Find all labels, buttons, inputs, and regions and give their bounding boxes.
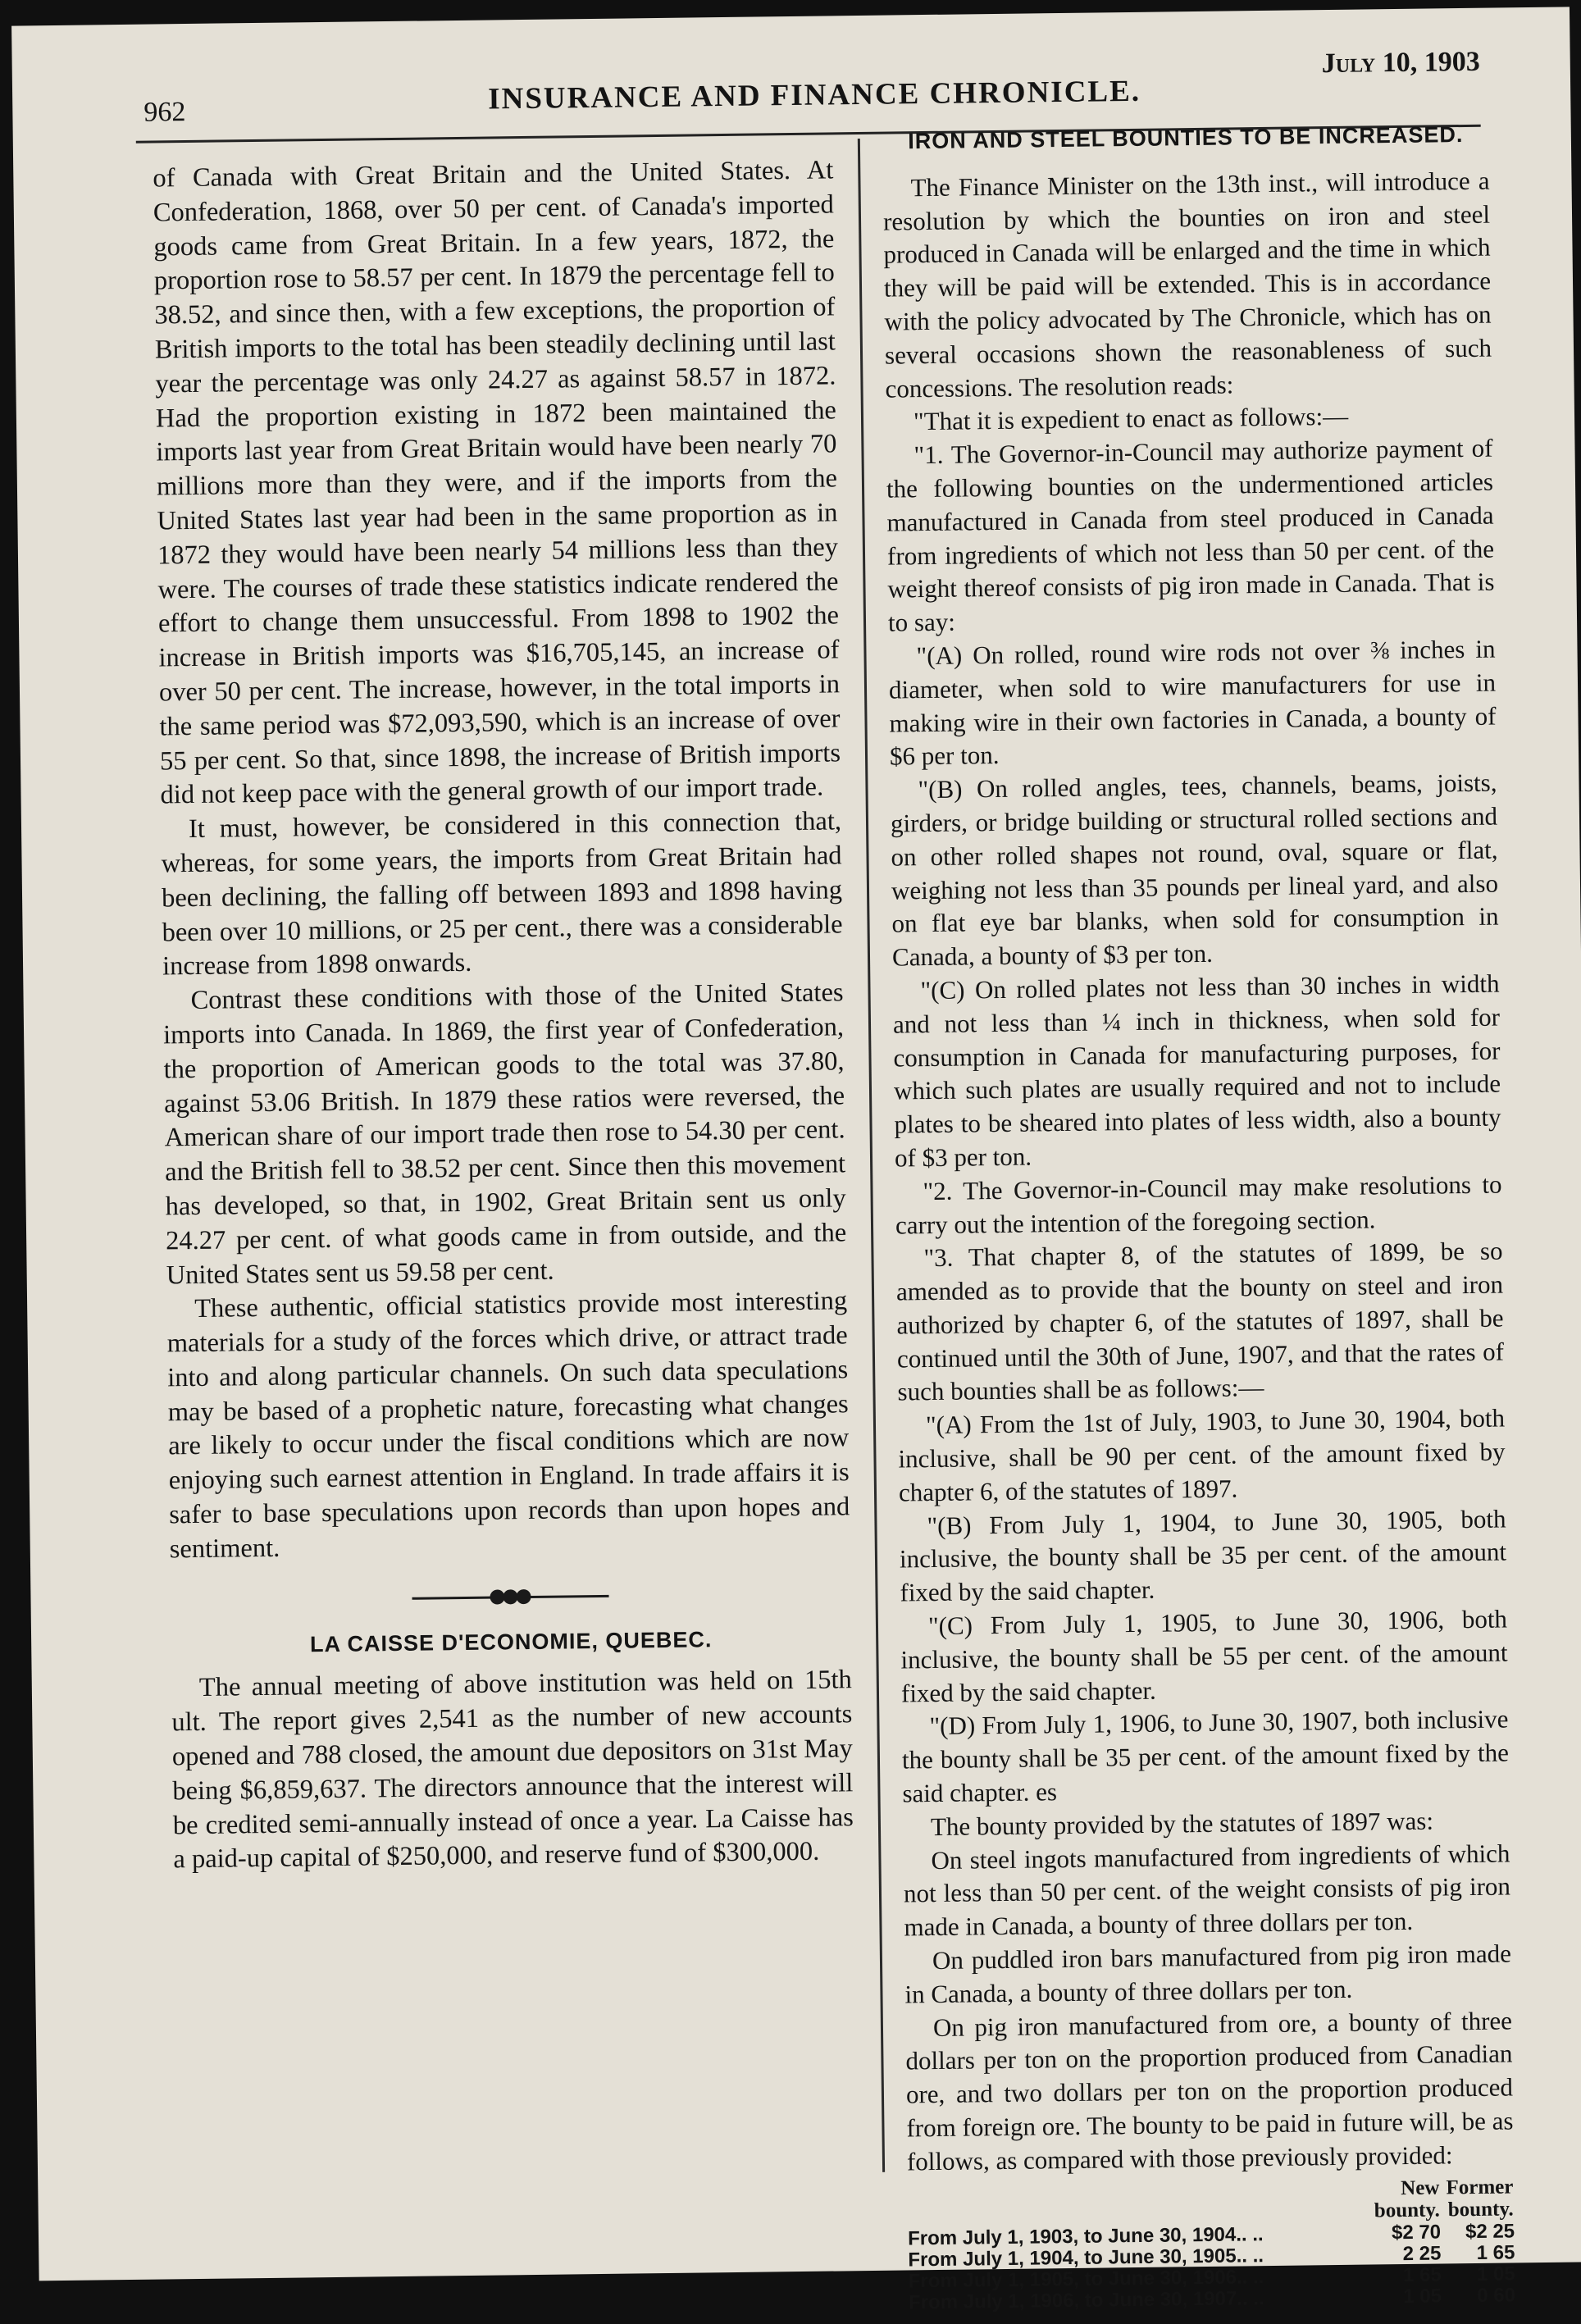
bounty-table xyxy=(907,2175,1515,2313)
header-new: New bounty. xyxy=(1374,2176,1440,2222)
header-former: Former bounty. xyxy=(1446,2176,1514,2221)
issue-date: July 10, 1903 xyxy=(1321,46,1480,80)
former-bounty-cell: $2 25 xyxy=(1465,2220,1515,2243)
resolution-clause: "(A) On rolled, round wire rods not over ⅜ inches in diameter, when sold to wire manufacturers for use in making wire in their own factories in Canada, a bounty of $6 per ton. xyxy=(888,634,1497,771)
bounties-intro: The Finance Minister on the 13th inst., will introduce a resolution by which the bounties on iron and steel produced in Canada will be enlarged and the time in which they will be paid will be extended. This is in accordance with the policy advocated by The Chronicle, which has on several occasions shown the reasonableness of such concessions. The resolution reads: xyxy=(882,166,1492,403)
resolution-clause: "(B) From July 1, 1904, to June 30, 1905, both inclusive, the bounty shall be 35 per cent. of the amount fixed by the said chapter. xyxy=(899,1504,1507,1607)
resolution-clause: "(D) From July 1, 1906, to June 30, 1907, both inclusive the bounty shall be 35 per cent. of the amount fixed by the said chapter. es xyxy=(901,1704,1510,1808)
page-header xyxy=(135,45,1481,128)
caisse-paragraph: The annual meeting of above institution was held on 15th ult. The report gives 2,541 as the number of new accounts opened and 788 closed, the amount due depositors on 31st May being $6,859,637. The directors announce that the interest will be credited semi-annually instead of once a year. La Caisse has a paid-up capital of $250,000, and reserve fund of $300,000. xyxy=(171,1665,854,1875)
journal-title: INSURANCE AND FINANCE CHRONICLE. xyxy=(487,74,1141,116)
former-bounty-cell: 1 65 xyxy=(1476,2241,1515,2264)
closing-paragraph: On steel ingots manufactured from ingredients of which not less than 50 per cent. of the weight consists of pig iron made in Canada, a bounty of three dollars per ton. xyxy=(903,1839,1511,1942)
resolution-clause: "3. That chapter 8, of the statutes of 1899, be so amended as to provide that the bounty on steel and iron authorized by chapter 6, of the statutes of 1897, shall be continued until the 30th of June, 1907, and that the rates of such bounties shall be as follows:— xyxy=(895,1236,1505,1407)
resolution-clause: "(C) From July 1, 1905, to June 30, 1906, both inclusive, the bounty shall be 55 per cent. of the amount fixed by the said chapter. xyxy=(900,1604,1508,1708)
former-bounty-cell: 1 05 xyxy=(1476,2262,1515,2285)
bounties-heading: IRON AND STEEL BOUNTIES TO BE INCREASED. xyxy=(908,121,1464,154)
resolution-clause: "1. The Governor-in-Council may authorize payment of the following bounties on the undermentioned articles manufactured in Canada from steel produced in Canada from ingredients of which not less than 50 per cent. of the weight thereof consists of pig iron made in Canada. That is to say: xyxy=(886,433,1495,637)
period-cell: From July 1, 1906, to June 30, 1907.. .. xyxy=(908,2286,1264,2314)
closing-paragraph: On puddled iron bars manufactured from pig iron made in Canada, a bounty of three dollars per ton. xyxy=(904,1939,1512,2009)
resolution-clause: "That it is expedient to enact as follows:— xyxy=(913,402,1349,436)
closing-paragraph: On pig iron manufactured from ore, a bounty of three dollars per ton on the proportion produced from Canadian ore, and two dollars per ton on the proportion produced from foreign ore. The bounty to be paid in future will, be as follows, as compared with those previously provided: xyxy=(905,2006,1514,2176)
column-divider xyxy=(858,139,885,2172)
article-paragraph: of Canada with Great Britain and the United States. At Confederation, 1868, over 50 per cent. of Canada's imported goods came from Great Britain. In a few years, 1872, the proportion rose to 58.57 per cent. In 1879 the percentage fell to 38.52, and since then, with a few exceptions, the proportion of British imports to the total has been steadily declining until last year the percentage was only 24.27 as against 58.57 in 1872. Had the proportion existing in 1872 been maintained the imports last year from Great Britain would have been nearly 70 millions more than they were, and if the imports from the United States last year had been in the same proportion as in 1872 they would have been nearly 54 millions less than they were. The courses of trade these statistics indicate rendered the effort to change them unsuccessful. From 1898 to 1902 the increase in British imports was $16,705,145, an increase of over 50 per cent. The increase, however, in the total imports in the same period was $72,093,590, which is an increase of over 55 per cent. So that, since 1898, the increase of British imports did not keep pace with the general growth of our import trade. xyxy=(153,155,841,810)
new-bounty-cell: 2 25 xyxy=(1402,2242,1442,2265)
resolution-clause: "(A) From the 1st of July, 1903, to June 30, 1904, both inclusive, shall be 90 per cent. of the amount fixed by chapter 6, of the statutes of 1897. xyxy=(898,1403,1506,1507)
period-cell: From July 1, 1903, to June 30, 1904.. .. xyxy=(907,2222,1264,2250)
left-column xyxy=(153,153,854,1877)
period-cell: From July 1, 1904, to June 30, 1905.. .. xyxy=(908,2244,1264,2272)
newspaper-page xyxy=(11,7,1581,2314)
new-bounty-cell: $2 70 xyxy=(1391,2221,1442,2244)
resolution-clause: "2. The Governor-in-Council may make resolutions to carry out the intention of the foregoing section. xyxy=(895,1169,1502,1240)
resolution-clause: "(C) On rolled plates not less than 30 inches in width and not less than ¼ inch in thickness, when sold for consumption in Canada for manufacturing purposes, for which such plates are usually required and not to include plates to be sheared into plates of less width, also a bounty of $3 per ton. xyxy=(892,968,1501,1173)
page-number: 962 xyxy=(144,97,186,128)
new-bounty-cell: 1 65 xyxy=(1402,2263,1442,2286)
right-column xyxy=(882,121,1516,2314)
closing-paragraph: The bounty provided by the statutes of 1897 was: xyxy=(930,1806,1434,1841)
resolution-clause: "(B) On rolled angles, tees, channels, beams, joists, girders, or bridge building or structural rolled sections and on other rolled shapes not round, oval, square or flat, weighing not less than 35 pounds per lineal yard, and also on flat eye bar blanks, when sold for consumption in Canada, a bounty of $3 per ton. xyxy=(890,768,1499,972)
period-cell: From July 1, 1905, to June 30, 1906.. .. xyxy=(908,2265,1264,2293)
article-paragraph: Contrast these conditions with those of the United States imports into Canada. In 1869, the first year of Confederation, the proportion of American goods to the total was 37.80, against 53.06 British. In 1879 these ratios were reversed, the American share of our import trade then rose to 54.30 per cent. and the British fell to 38.52 per cent. Since then this movement has developed, so that, in 1902, Great Britain sent us only 24.27 per cent. of what goods came in from outside, and the United States sent us 59.58 per cent. xyxy=(162,977,847,1290)
former-bounty-cell: 0 60 xyxy=(1477,2284,1516,2307)
new-bounty-cell: 1 05 xyxy=(1403,2285,1442,2308)
caisse-heading: LA CAISSE D'ECONOMIE, QUEBEC. xyxy=(309,1626,713,1656)
section-ornament xyxy=(412,1587,608,1607)
article-paragraph: It must, however, be considered in this connection that, whereas, for some years, the imports from Great Britain had been declining, the falling off between 1893 and 1898 having been over 10 millions, or 25 per cent., there was a considerable increase from 1898 onwards. xyxy=(161,806,843,982)
article-paragraph: These authentic, official statistics provide most interesting materials for a study of the forces which drive, or attract trade into and along particular channels. On such data speculations may be based of a prophetic nature, forecasting what changes are likely to occur under the fiscal conditions which are now enjoying such earnest attention in England. In trade affairs it is safer to base speculations upon records than upon hopes and sentiment. xyxy=(166,1286,850,1565)
